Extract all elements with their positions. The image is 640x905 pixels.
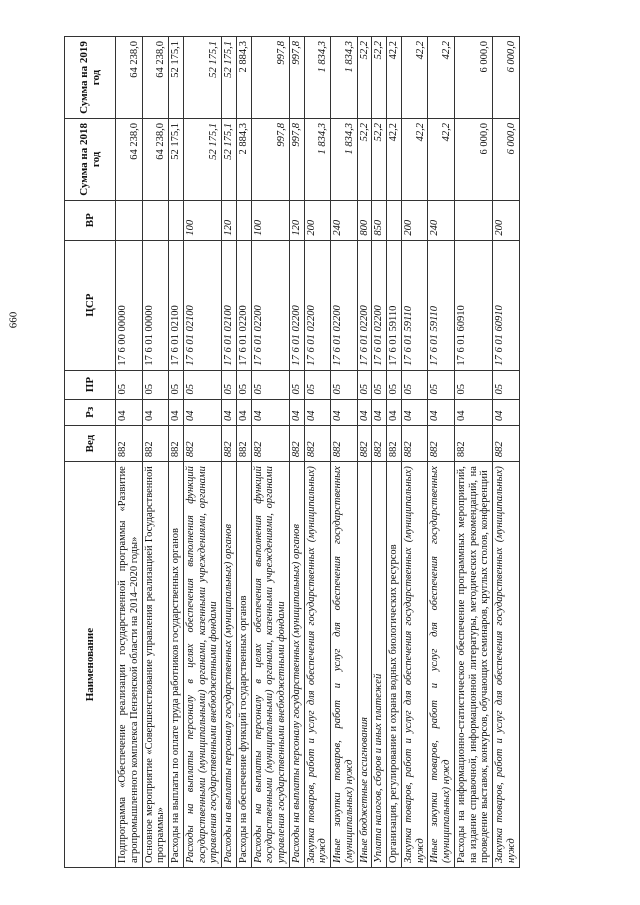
cell-sum-2019: 6 000,0: [454, 37, 492, 119]
cell-name: Закупка товаров, работ и услуг для обеспечения государственных (муниципальных) нужд: [493, 462, 520, 868]
table-row: [331, 37, 358, 868]
cell-csr: 17 6 01 60910: [454, 240, 492, 370]
cell-sum-2019: 6 000,0: [493, 37, 520, 119]
cell-name: Расходы на выплаты персоналу государственных (муниципальных) органов: [289, 462, 304, 868]
cell-rz: 04: [142, 399, 169, 425]
cell-sum-2018: 42,2: [387, 118, 402, 200]
table-row: [387, 37, 402, 868]
cell-sum-2018: 52 175,1: [222, 118, 237, 200]
cell-csr: 17 6 01 02200: [331, 240, 358, 370]
cell-ved: 882: [169, 426, 184, 462]
cell-name: Расходы на информационно-статистическое обеспечение программных мероприятий, на издание справочной, информационной литературы, методических рекомендаций, на проведение выставок, конкурсов, обучающих семинаров, круглых столов, конференций: [454, 462, 492, 868]
header-sum-2018: Сумма на 2018 год: [65, 118, 116, 200]
cell-sum-2019: 1 834,3: [331, 37, 358, 119]
cell-name: Расходы на выплаты персоналу государственных (муниципальных) органов: [222, 462, 237, 868]
cell-name: Иные закупки товаров, работ и услуг для обеспечения государственных (муниципальных) нужд: [428, 462, 455, 868]
rotated-page-content: [64, 36, 632, 868]
cell-csr: 17 6 01 59110: [387, 240, 402, 370]
cell-vr: 200: [304, 200, 331, 240]
cell-name: Иные бюджетные ассигнования: [357, 462, 372, 868]
table-row: [251, 37, 289, 868]
cell-name: Расходы на выплаты по оплате труда работников государственных органов: [169, 462, 184, 868]
cell-rz: 04: [289, 399, 304, 425]
cell-sum-2018: 997,8: [251, 118, 289, 200]
cell-vr: [169, 200, 184, 240]
cell-sum-2019: 2 884,3: [236, 37, 251, 119]
cell-sum-2019: 52 175,1: [222, 37, 237, 119]
cell-name: Расходы на обеспечение функций государственных органов: [236, 462, 251, 868]
cell-vr: 850: [372, 200, 387, 240]
cell-pr: 05: [372, 370, 387, 399]
cell-csr: 17 6 01 02100: [169, 240, 184, 370]
cell-ved: 882: [428, 426, 455, 462]
cell-vr: [387, 200, 402, 240]
cell-rz: 04: [222, 399, 237, 425]
cell-vr: [236, 200, 251, 240]
cell-rz: 04: [169, 399, 184, 425]
cell-pr: 05: [304, 370, 331, 399]
table-row: [357, 37, 372, 868]
cell-name: Иные закупки товаров, работ и услуг для обеспечения государственных (муниципальных) нужд: [331, 462, 358, 868]
cell-rz: 04: [251, 399, 289, 425]
cell-csr: 17 6 00 00000: [116, 240, 143, 370]
table-row: [372, 37, 387, 868]
cell-csr: 17 6 01 59110: [428, 240, 455, 370]
cell-vr: 200: [401, 200, 428, 240]
cell-sum-2019: 42,2: [428, 37, 455, 119]
cell-csr: 17 6 01 02200: [304, 240, 331, 370]
cell-sum-2019: 52,2: [357, 37, 372, 119]
cell-vr: 120: [222, 200, 237, 240]
cell-sum-2018: 1 834,3: [331, 118, 358, 200]
cell-sum-2019: 52 175,1: [169, 37, 184, 119]
cell-sum-2019: 52,2: [372, 37, 387, 119]
cell-sum-2019: 997,8: [289, 37, 304, 119]
table-row: [289, 37, 304, 868]
cell-name: Расходы на выплаты персоналу в целях обеспечения выполнения функций государственными (муниципальными) органами, казенными учреждениями, органами управления государственными внебюджетными фондами: [183, 462, 221, 868]
cell-sum-2019: 64 238,0: [142, 37, 169, 119]
cell-name: Подпрограмма «Обеспечение реализации государственной программы «Развитие агропромышленного комплекса Пензенской области на 2014–2020 годы»: [116, 462, 143, 868]
cell-ved: 882: [251, 426, 289, 462]
cell-csr: 17 6 01 00000: [142, 240, 169, 370]
table-row: [493, 37, 520, 868]
cell-name: Основное мероприятие «Совершенствование управления реализацией Государственной программы»: [142, 462, 169, 868]
cell-pr: 05: [116, 370, 143, 399]
cell-pr: 05: [169, 370, 184, 399]
cell-sum-2018: 52 175,1: [169, 118, 184, 200]
cell-ved: 882: [183, 426, 221, 462]
cell-name: Расходы на выплаты персоналу в целях обеспечения выполнения функций государственными (муниципальными) органами, казенными учреждениями, органами управления государственными внебюджетными фондами: [251, 462, 289, 868]
cell-csr: 17 6 01 02200: [251, 240, 289, 370]
cell-pr: 05: [142, 370, 169, 399]
cell-ved: 882: [116, 426, 143, 462]
cell-pr: 05: [236, 370, 251, 399]
cell-ved: 882: [304, 426, 331, 462]
cell-pr: 05: [493, 370, 520, 399]
header-name: Наименование: [65, 462, 116, 868]
cell-csr: 17 6 01 02100: [222, 240, 237, 370]
cell-sum-2018: 2 884,3: [236, 118, 251, 200]
cell-ved: 882: [387, 426, 402, 462]
cell-sum-2019: 42,2: [401, 37, 428, 119]
cell-name: Закупка товаров, работ и услуг для обеспечения государственных (муниципальных) нужд: [401, 462, 428, 868]
header-row: [65, 37, 116, 868]
cell-pr: 05: [428, 370, 455, 399]
cell-rz: 04: [116, 399, 143, 425]
table-row: [142, 37, 169, 868]
cell-sum-2018: 64 238,0: [142, 118, 169, 200]
cell-sum-2018: 42,2: [428, 118, 455, 200]
cell-rz: 04: [304, 399, 331, 425]
cell-sum-2019: 52 175,1: [183, 37, 221, 119]
cell-pr: 05: [222, 370, 237, 399]
cell-vr: 120: [289, 200, 304, 240]
cell-sum-2019: 1 834,3: [304, 37, 331, 119]
cell-ved: 882: [222, 426, 237, 462]
table-row: [428, 37, 455, 868]
table-row: [116, 37, 143, 868]
table-row: [454, 37, 492, 868]
cell-csr: 17 6 01 60910: [493, 240, 520, 370]
header-csr: ЦСР: [65, 240, 116, 370]
header-ved: Вед: [65, 426, 116, 462]
table-row: [401, 37, 428, 868]
table-row: [183, 37, 221, 868]
cell-name: Организация, регулирование и охрана водных биологических ресурсов: [387, 462, 402, 868]
cell-ved: 882: [357, 426, 372, 462]
cell-ved: 882: [236, 426, 251, 462]
cell-sum-2018: 42,2: [401, 118, 428, 200]
cell-pr: 05: [357, 370, 372, 399]
cell-vr: [116, 200, 143, 240]
cell-sum-2018: 997,8: [289, 118, 304, 200]
cell-vr: 200: [493, 200, 520, 240]
cell-vr: 240: [428, 200, 455, 240]
table-header: [65, 37, 116, 868]
cell-name: Уплата налогов, сборов и иных платежей: [372, 462, 387, 868]
cell-rz: 04: [428, 399, 455, 425]
table-body: [116, 37, 520, 868]
page-number: [0, 300, 26, 340]
cell-sum-2018: 1 834,3: [304, 118, 331, 200]
cell-rz: 04: [357, 399, 372, 425]
cell-ved: 882: [142, 426, 169, 462]
cell-ved: 882: [372, 426, 387, 462]
cell-sum-2018: 6 000,0: [493, 118, 520, 200]
cell-rz: 04: [493, 399, 520, 425]
cell-sum-2018: 52 175,1: [183, 118, 221, 200]
budget-table: [64, 36, 520, 868]
header-vr: ВР: [65, 200, 116, 240]
cell-pr: 05: [183, 370, 221, 399]
cell-vr: [142, 200, 169, 240]
cell-csr: 17 6 01 59110: [401, 240, 428, 370]
cell-ved: 882: [331, 426, 358, 462]
header-pr: ПР: [65, 370, 116, 399]
cell-name: Закупка товаров, работ и услуг для обеспечения государственных (муниципальных) нужд: [304, 462, 331, 868]
cell-rz: 04: [331, 399, 358, 425]
table-row: [169, 37, 184, 868]
cell-csr: 17 6 01 02200: [357, 240, 372, 370]
cell-rz: 04: [372, 399, 387, 425]
table-row: [222, 37, 237, 868]
page-number-text: 660: [7, 311, 19, 329]
cell-csr: 17 6 01 02200: [236, 240, 251, 370]
cell-sum-2018: 6 000,0: [454, 118, 492, 200]
cell-pr: 05: [289, 370, 304, 399]
cell-csr: 17 6 01 02200: [372, 240, 387, 370]
cell-rz: 04: [454, 399, 492, 425]
cell-sum-2018: 52,2: [372, 118, 387, 200]
cell-rz: 04: [236, 399, 251, 425]
cell-vr: 100: [251, 200, 289, 240]
cell-sum-2018: 52,2: [357, 118, 372, 200]
cell-rz: 04: [183, 399, 221, 425]
cell-vr: [454, 200, 492, 240]
cell-csr: 17 6 01 02100: [183, 240, 221, 370]
cell-sum-2018: 64 238,0: [116, 118, 143, 200]
cell-pr: 05: [387, 370, 402, 399]
cell-ved: 882: [454, 426, 492, 462]
cell-ved: 882: [289, 426, 304, 462]
cell-pr: 05: [251, 370, 289, 399]
cell-csr: 17 6 01 02200: [289, 240, 304, 370]
cell-sum-2019: 42,2: [387, 37, 402, 119]
cell-rz: 04: [401, 399, 428, 425]
cell-vr: 800: [357, 200, 372, 240]
cell-rz: 04: [387, 399, 402, 425]
cell-ved: 882: [401, 426, 428, 462]
cell-vr: 100: [183, 200, 221, 240]
cell-pr: 05: [401, 370, 428, 399]
cell-pr: 05: [454, 370, 492, 399]
header-sum-2019: Сумма на 2019 год: [65, 37, 116, 119]
header-rz: Рз: [65, 399, 116, 425]
table-row: [236, 37, 251, 868]
cell-pr: 05: [331, 370, 358, 399]
cell-vr: 240: [331, 200, 358, 240]
cell-sum-2019: 64 238,0: [116, 37, 143, 119]
cell-ved: 882: [493, 426, 520, 462]
cell-sum-2019: 997,8: [251, 37, 289, 119]
table-row: [304, 37, 331, 868]
